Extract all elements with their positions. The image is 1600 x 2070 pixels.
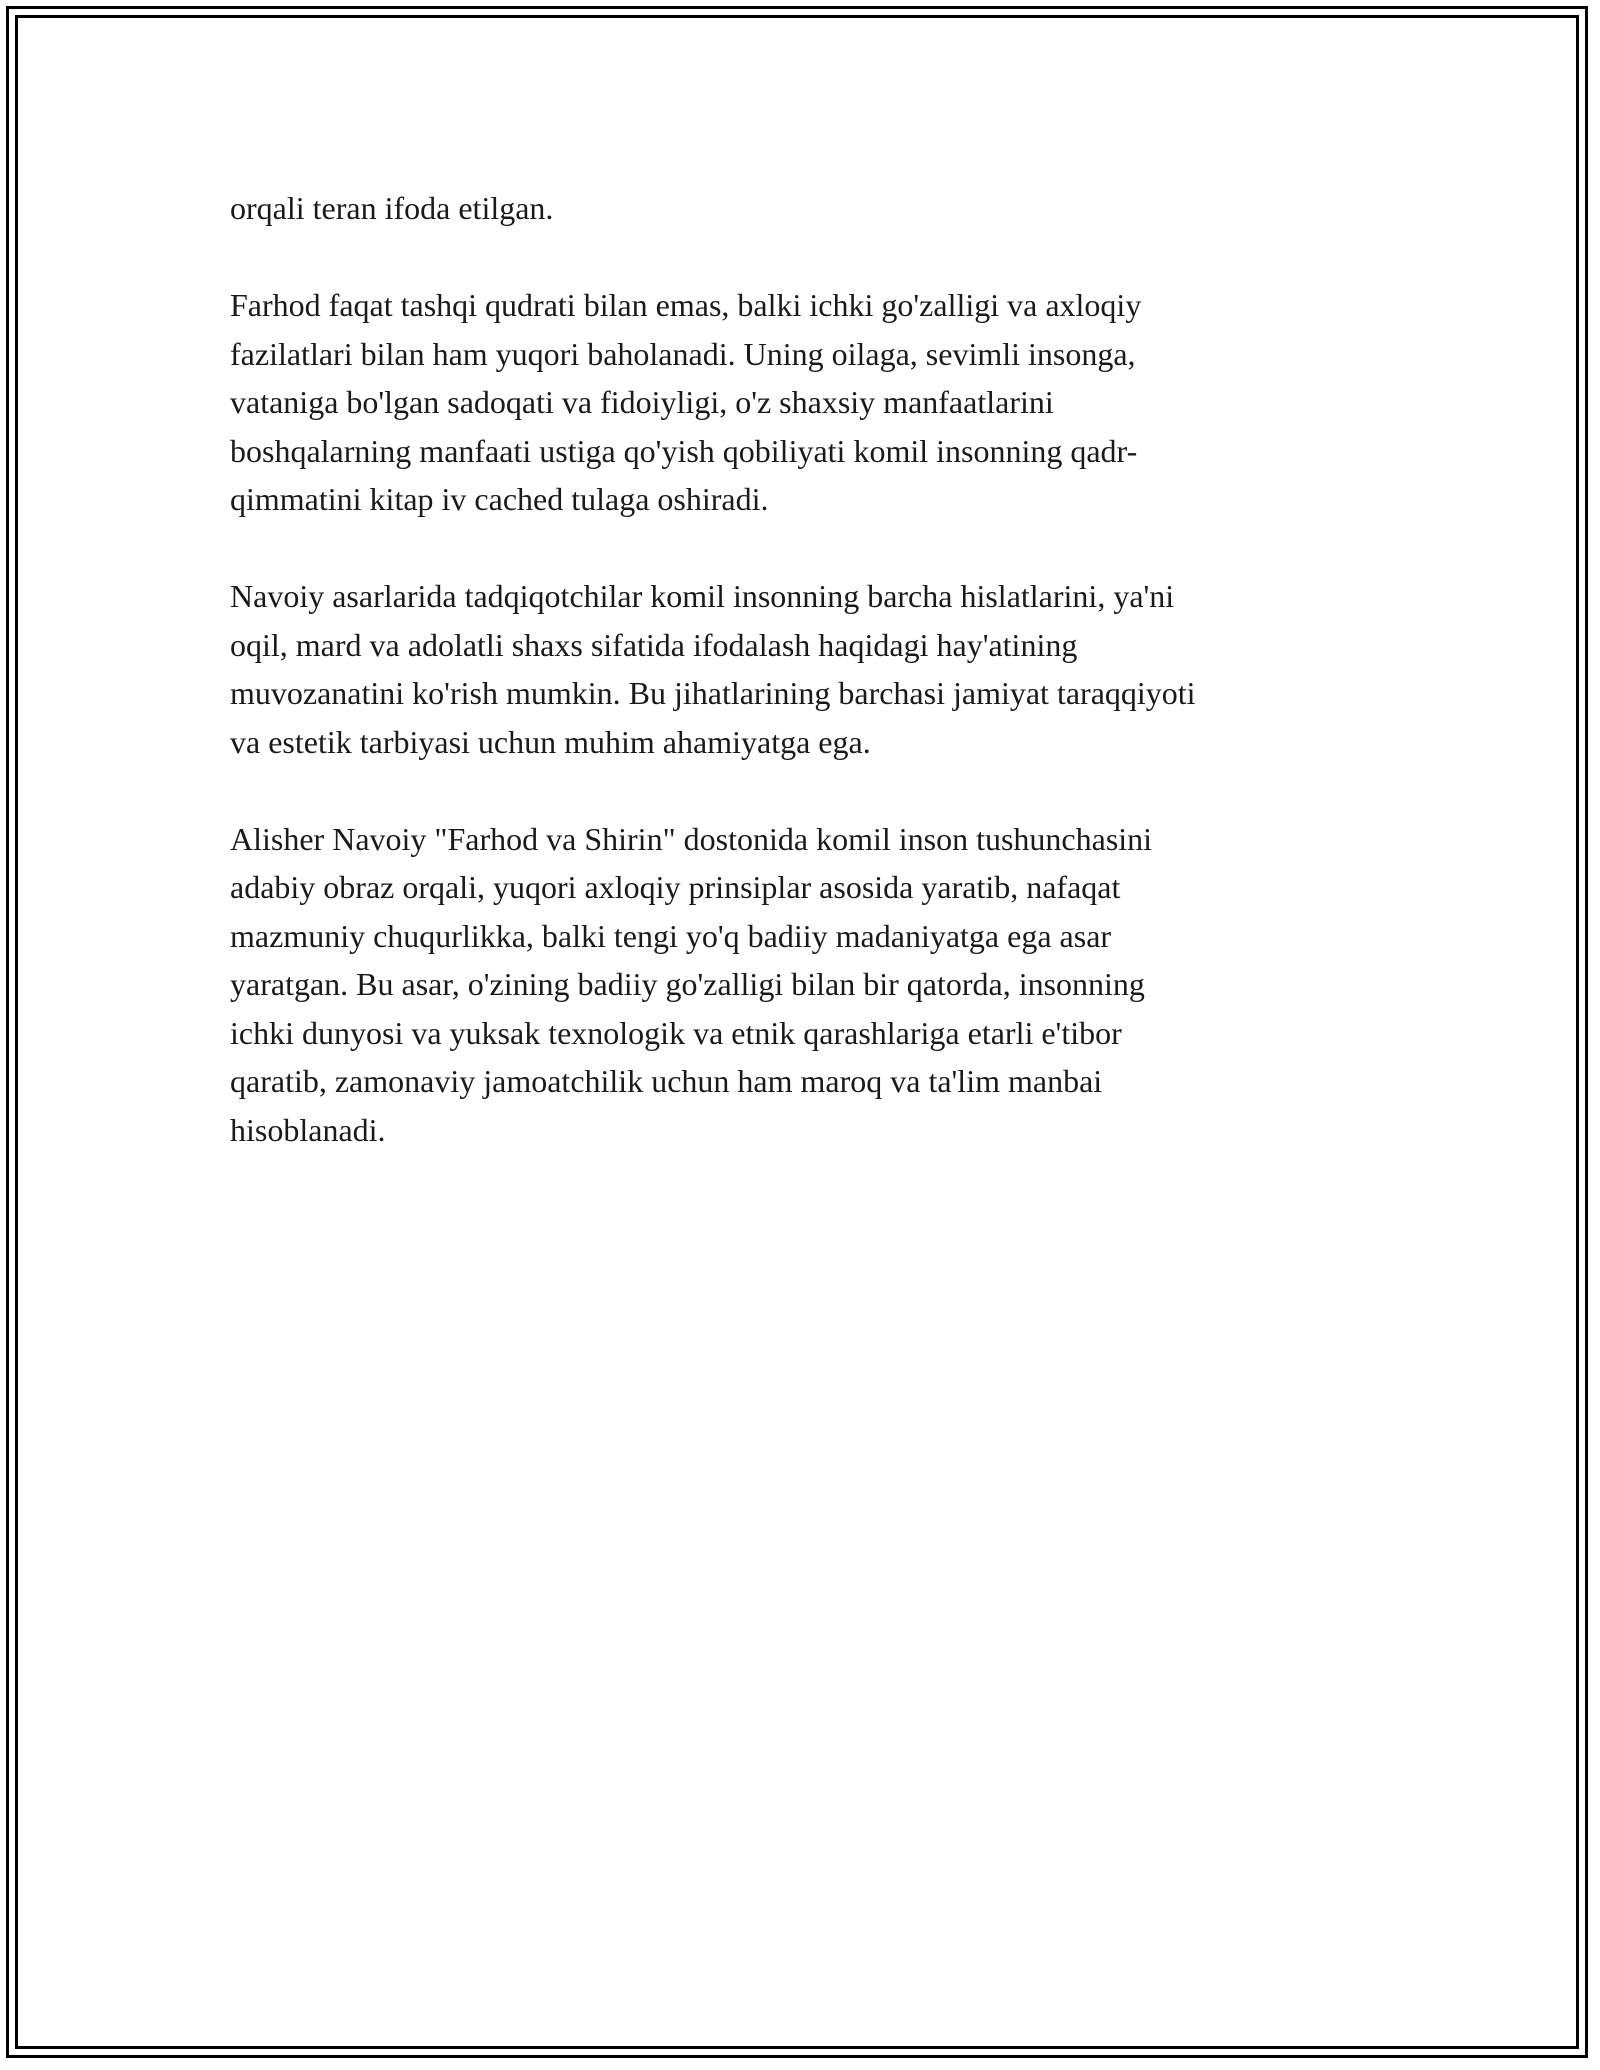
paragraph-1 [230,184,1350,233]
text-line: yaratgan. Bu asar, o'zining badiiy go'zalligi bilan bir qatorda, insonning [230,966,1145,1002]
paragraph-4 [230,815,1350,1155]
text-line: qaratib, zamonaviy jamoatchilik uchun ham maroq va ta'lim manbai [230,1063,1103,1099]
text-line: muvozanatini ko'rish mumkin. Bu jihatlarining barchasi jamiyat taraqqiyoti [230,675,1196,711]
text-line: vataniga bo'lgan sadoqati va fidoiyligi, o'z shaxsiy manfaatlarini [230,384,1054,420]
text-line: va estetik tarbiyasi uchun muhim ahamiyatga ega. [230,723,871,760]
text-line: oqil, mard va adolatli shaxs sifatida ifodalash haqidagi hay'atining [230,626,1078,663]
text-line: ichki dunyosi va yuksak texnologik va etnik qarashlariga etarli e'tibor [230,1014,1122,1051]
text-line: Alisher Navoiy "Farhod va Shirin" dostonida komil inson tushunchasini [230,820,1153,857]
text-line: Farhod faqat tashqi qudrati bilan emas, balki ichki go'zalligi va axloqiy [230,287,1142,323]
text-line: orqali teran ifoda etilgan. [230,190,554,226]
text-line: Navoiy asarlarida tadqiqotchilar komil insonning barcha hislatlarini, ya'ni [230,578,1175,614]
document-body [230,184,1350,1154]
text-line: adabiy obraz orqali, yuqori axloqiy prinsiplar asosida yaratib, nafaqat [230,869,1121,905]
text-line: mazmuniy chuqurlikka, balki tengi yo'q badiiy madaniyatga ega asar [230,917,1112,954]
text-line: hisoblanadi. [230,1111,386,1148]
text-line: qimmatini kitap iv cached tulaga oshiradi. [230,481,769,517]
text-line: fazilatlari bilan ham yuqori baholanadi. Uning oilaga, sevimli insonga, [230,335,1136,372]
text-line: boshqalarning manfaati ustiga qo'yish qobiliyati komil insonning qadr- [230,432,1138,469]
paragraph-3 [230,572,1350,766]
paragraph-2 [230,281,1350,524]
